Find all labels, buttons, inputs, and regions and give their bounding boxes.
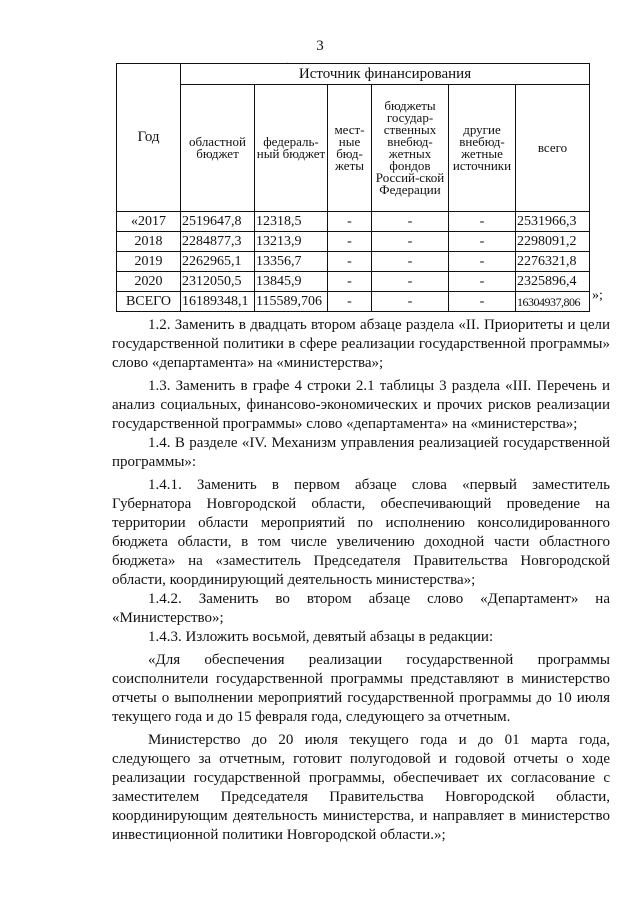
cell-local: - xyxy=(328,292,372,312)
page-number: 3 xyxy=(316,38,324,54)
cell-federal: 115589,706 xyxy=(255,292,328,312)
paragraph-1-3: 1.3. Заменить в графе 4 строки 2.1 таблицы 3 раздела «III. Перечень и анализ социальных, финансово-экономических и прочих рисков реализации государственной программы» слово «департамента» на «министерства»; xyxy=(112,378,610,432)
cell-federal: 13845,9 xyxy=(255,272,328,292)
cell-other: - xyxy=(449,212,516,232)
paragraph-quote-1: «Для обеспечения реализации государственной программы соисполнители государственной программы представляют в министерство отчеты о выполнении мероприятий государственной программы до 10 июля текущего года и до 15 февраля года, следующего за отчетным. xyxy=(112,652,610,725)
column-header-other: другие внебюд-жетные источники xyxy=(449,85,516,212)
cell-local: - xyxy=(328,252,372,272)
cell-local: - xyxy=(328,232,372,252)
cell-funds: - xyxy=(372,292,449,312)
cell-regional: 2284877,3 xyxy=(181,232,255,252)
table-closing-mark: »; xyxy=(592,288,603,303)
cell-other: - xyxy=(449,272,516,292)
cell-regional: 2519647,8 xyxy=(181,212,255,232)
cell-regional: 2262965,1 xyxy=(181,252,255,272)
cell-funds: - xyxy=(372,252,449,272)
cell-regional: 16189348,1 xyxy=(181,292,255,312)
paragraph-1-4: 1.4. В разделе «IV. Механизм управления реализацией государственной программы»: xyxy=(112,435,610,470)
column-header-local: мест-ные бюд-жеты xyxy=(328,85,372,212)
cell-year: ВСЕГО xyxy=(117,292,181,312)
cell-federal: 12318,5 xyxy=(255,212,328,232)
cell-other: - xyxy=(449,252,516,272)
cell-funds: - xyxy=(372,272,449,292)
cell-regional: 2312050,5 xyxy=(181,272,255,292)
cell-year: 2019 xyxy=(117,252,181,272)
cell-total: 2531966,3 xyxy=(516,212,590,232)
column-header-source: Источник финансирования xyxy=(181,64,590,85)
cell-total: 2298091,2 xyxy=(516,232,590,252)
column-header-regional: областной бюджет xyxy=(181,85,255,212)
cell-year: 2018 xyxy=(117,232,181,252)
stray-mark: . xyxy=(286,56,289,67)
cell-total: 2325896,4 xyxy=(516,272,590,292)
cell-federal: 13356,7 xyxy=(255,252,328,272)
column-header-total: всего xyxy=(516,85,590,212)
paragraph-1-4-2: 1.4.2. Заменить во втором абзаце слово «Департамент» на «Министерство»; xyxy=(112,591,610,626)
document-body xyxy=(112,316,610,845)
paragraph-quote-2: Министерство до 20 июля текущего года и до 01 марта года, следующего за отчетным, готовит полугодовой и годовой отчеты о ходе реализации государственной программы, обеспечивает их согласование с заместителем Председателя Правительства Новгородской области, координирующим деятельность министерства, и направляет в министерство инвестиционной политики Новгородской области.»; xyxy=(112,732,610,843)
cell-total: 2276321,8 xyxy=(516,252,590,272)
paragraph-1-4-1: 1.4.1. Заменить в первом абзаце слова «первый заместитель Губернатора Новгородской области, обеспечивающий проведение на территории области мероприятий по исполнению консолидированного бюджета области, в том числе увеличению доходной части областного бюджета» на «заместитель Председателя Правительства Новгородской области, координирующий деятельность министерства»; xyxy=(112,477,610,588)
cell-other: - xyxy=(449,232,516,252)
cell-local: - xyxy=(328,272,372,292)
paragraph-1-4-3: 1.4.3. Изложить восьмой, девятый абзацы в редакции: xyxy=(148,629,494,645)
table-row xyxy=(117,212,590,232)
cell-federal: 13213,9 xyxy=(255,232,328,252)
paragraph-1-2: 1.2. Заменить в двадцать втором абзаце раздела «II. Приоритеты и цели государственной политики в сфере реализации государственной программы» слово «департамента» на «министерства»; xyxy=(112,317,610,371)
cell-other: - xyxy=(449,292,516,312)
cell-local: - xyxy=(328,212,372,232)
cell-year: 2020 xyxy=(117,272,181,292)
cell-year: «2017 xyxy=(117,212,181,232)
column-header-funds: бюджеты государ-ственных внебюд-жетных фондов Россий-ской Федерации xyxy=(372,85,449,212)
column-header-year: Год xyxy=(117,64,181,212)
cell-total: 16304937,806 xyxy=(516,292,590,312)
cell-funds: - xyxy=(372,232,449,252)
table-row-total xyxy=(117,292,590,312)
cell-funds: - xyxy=(372,212,449,232)
table-row xyxy=(117,272,590,292)
table-row xyxy=(117,252,590,272)
table-row xyxy=(117,232,590,252)
financing-table xyxy=(116,63,590,312)
column-header-federal: федераль-ный бюджет xyxy=(255,85,328,212)
